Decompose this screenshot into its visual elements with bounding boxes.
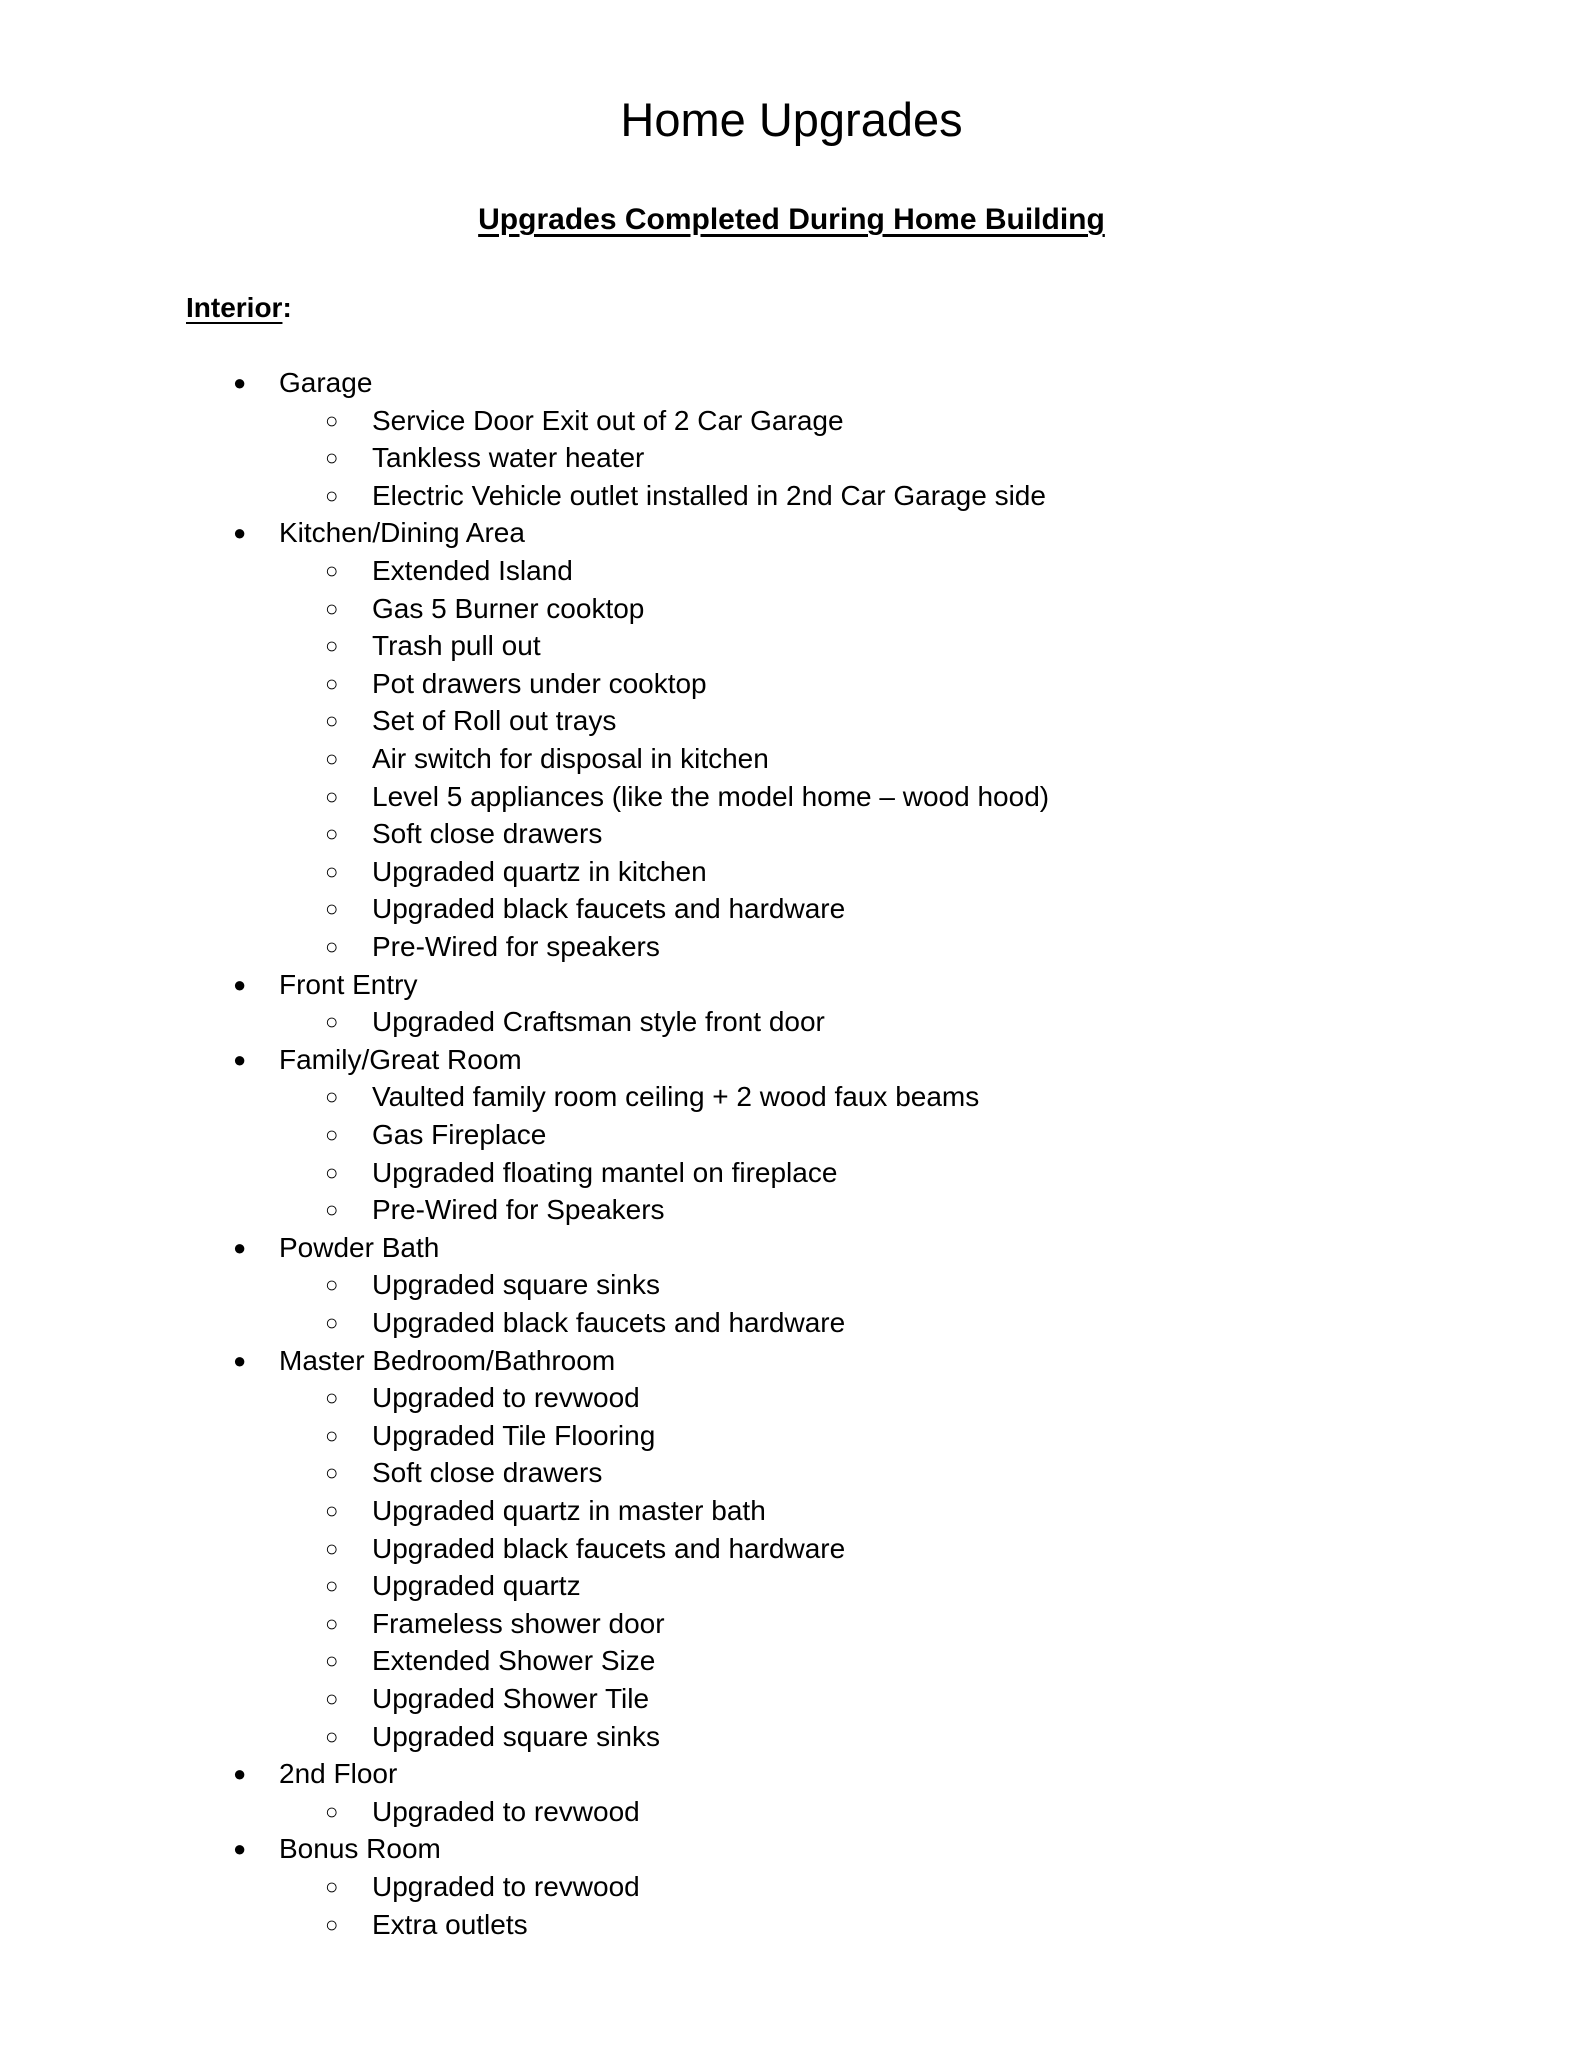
upgrade-item-label: Service Door Exit out of 2 Car Garage	[372, 404, 844, 436]
category-label: Powder Bath	[279, 1231, 440, 1263]
upgrade-item-label: Upgraded square sinks	[372, 1269, 660, 1301]
sub-bullet-marker: ○	[325, 482, 339, 508]
sub-bullet-marker: ○	[325, 633, 339, 659]
bullet-marker: ●	[233, 520, 247, 546]
category-label: Front Entry	[279, 968, 418, 1000]
upgrade-item-label: Upgraded quartz	[372, 1570, 581, 1602]
upgrade-item-label: Vaulted family room ceiling + 2 wood faux beams	[372, 1081, 980, 1113]
upgrade-item-label: Air switch for disposal in kitchen	[372, 743, 769, 774]
upgrade-item-label: Extended Island	[372, 555, 573, 586]
sub-bullet-marker: ○	[325, 1197, 339, 1223]
sub-bullet-marker: ○	[325, 1498, 339, 1523]
sub-bullet-marker: ○	[325, 1272, 339, 1298]
upgrade-item-label: Electric Vehicle outlet installed in 2nd Car Garage side	[372, 479, 1046, 511]
upgrade-item-label: Upgraded Shower Tile	[372, 1683, 650, 1714]
sub-bullet-marker: ○	[325, 1911, 339, 1937]
upgrade-item-label: Upgraded Craftsman style front door	[372, 1006, 825, 1038]
document-title: Home Upgrades	[620, 93, 963, 146]
sub-bullet-marker: ○	[325, 670, 339, 696]
category-label: Bonus Room	[279, 1833, 441, 1865]
upgrade-item-label: Upgraded black faucets and hardware	[372, 1532, 846, 1564]
sub-bullet-marker: ○	[325, 934, 339, 959]
upgrade-item-label: Upgraded quartz in master bath	[372, 1495, 766, 1526]
upgrade-item-label: Upgraded square sinks	[372, 1720, 660, 1752]
upgrade-item-label: Upgraded to revwood	[372, 1871, 640, 1902]
sub-bullet-marker: ○	[325, 1798, 339, 1824]
document-subtitle: Upgrades Completed During Home Building	[478, 203, 1105, 236]
sub-bullet-marker: ○	[325, 1310, 339, 1335]
sub-bullet-marker: ○	[325, 1535, 339, 1561]
category-label: 2nd Floor	[279, 1758, 398, 1790]
sub-bullet-marker: ○	[325, 445, 339, 471]
sub-bullet-marker: ○	[325, 595, 339, 621]
upgrade-item-label: Extended Shower Size	[372, 1645, 656, 1677]
sub-bullet-marker: ○	[325, 896, 339, 922]
sub-bullet-marker: ○	[325, 1610, 339, 1636]
upgrade-item-label: Soft close drawers	[372, 1457, 603, 1489]
upgrade-item-label: Upgraded Tile Flooring	[372, 1419, 656, 1451]
upgrade-item-label: Frameless shower door	[372, 1607, 665, 1639]
sub-bullet-marker: ○	[325, 1573, 339, 1599]
upgrade-item-label: Upgraded to revwood	[372, 1382, 640, 1414]
bullet-marker: ●	[233, 1761, 247, 1787]
sub-bullet-marker: ○	[325, 821, 339, 847]
category-label: Family/Great Room	[279, 1043, 522, 1075]
sub-bullet-marker: ○	[325, 1159, 339, 1185]
sub-bullet-marker: ○	[325, 1460, 339, 1486]
sub-bullet-marker: ○	[325, 783, 339, 809]
upgrade-item-label: Level 5 appliances (like the model home – wood hood)	[372, 780, 1050, 812]
sub-bullet-marker: ○	[325, 1648, 339, 1674]
sub-bullet-marker: ○	[325, 746, 339, 771]
sub-bullet-marker: ○	[325, 1385, 339, 1411]
upgrade-item-label: Trash pull out	[372, 630, 541, 662]
sub-bullet-marker: ○	[325, 1422, 339, 1448]
bullet-marker: ●	[233, 1046, 247, 1072]
sub-bullet-marker: ○	[325, 1874, 339, 1899]
upgrade-item-label: Upgraded to revwood	[372, 1795, 640, 1827]
upgrade-item-label: Pre-Wired for speakers	[372, 931, 660, 962]
bullet-marker: ●	[233, 971, 247, 997]
upgrade-item-label: Pre-Wired for Speakers	[372, 1194, 665, 1226]
sub-bullet-marker: ○	[325, 1723, 339, 1749]
upgrade-item-label: Upgraded quartz in kitchen	[372, 855, 707, 887]
bullet-marker: ●	[233, 370, 247, 395]
bullet-marker: ●	[233, 1836, 247, 1862]
upgrade-item-label: Upgraded black faucets and hardware	[372, 1307, 846, 1338]
category-label: Garage	[279, 367, 373, 398]
upgrade-item-label: Gas Fireplace	[372, 1119, 547, 1150]
sub-bullet-marker: ○	[325, 1686, 339, 1711]
sub-bullet-marker: ○	[325, 1084, 339, 1110]
upgrade-item-label: Extra outlets	[372, 1908, 528, 1940]
sub-bullet-marker: ○	[325, 708, 339, 734]
category-label: Master Bedroom/Bathroom	[279, 1344, 616, 1376]
sub-bullet-marker: ○	[325, 858, 339, 884]
bullet-marker: ●	[233, 1347, 247, 1373]
sub-bullet-marker: ○	[325, 558, 339, 583]
sub-bullet-marker: ○	[325, 407, 339, 433]
upgrade-item-label: Gas 5 Burner cooktop	[372, 592, 645, 624]
sub-bullet-marker: ○	[325, 1122, 339, 1147]
category-label: Kitchen/Dining Area	[279, 517, 525, 549]
upgrade-item-label: Set of Roll out trays	[372, 705, 617, 737]
bullet-marker: ●	[233, 1234, 247, 1260]
upgrade-item-label: Pot drawers under cooktop	[372, 667, 707, 699]
section-heading-colon: :	[282, 292, 292, 323]
upgrade-item-label: Upgraded floating mantel on fireplace	[372, 1156, 838, 1188]
sub-bullet-marker: ○	[325, 1009, 339, 1035]
upgrade-item-label: Upgraded black faucets and hardware	[372, 893, 846, 925]
section-heading-text: Interior	[186, 292, 283, 323]
upgrade-item-label: Soft close drawers	[372, 818, 603, 850]
upgrade-item-label: Tankless water heater	[372, 442, 645, 474]
